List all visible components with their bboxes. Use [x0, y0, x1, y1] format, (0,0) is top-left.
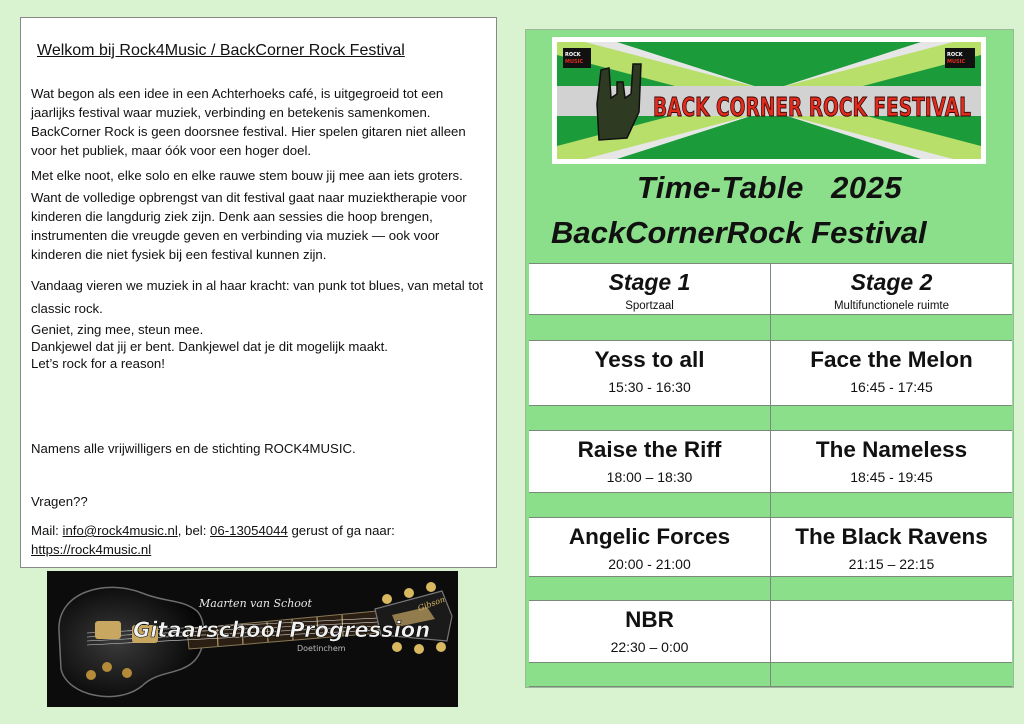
festival-banner-art	[557, 42, 981, 159]
letter-paragraph-proceeds: Want de volledige opbrengst van dit festival gaat naar muziektherapie voor kinderen die langdurig ziek zijn. Denk aan sessies die hoop brengen, instrumenten die vreugde geven en verbinding via muziek — ook voor kinderen die niet fysiek bij een festival kunnen zijn.	[31, 190, 467, 262]
guitar-brand: Gibson	[416, 594, 447, 613]
letter-paragraph-note: Met elke noot, elke solo en elke rauwe stem bouw jij mee aan iets groters.	[31, 168, 463, 183]
svg-text:ROCK: ROCK	[947, 52, 963, 58]
guitar-school-script: Maarten van Schoot	[199, 597, 312, 610]
stage-room: Multifunctionele ruimte	[833, 300, 950, 312]
guitar-image	[47, 571, 458, 707]
band-name: The Black Ravens	[795, 524, 988, 549]
phone-link[interactable]: 06-13054044	[210, 523, 288, 538]
website-link[interactable]: https://rock4music.nl	[31, 542, 152, 557]
band-name: Face the Melon	[810, 347, 973, 372]
timeslot-cell	[771, 431, 1012, 492]
stage-room: Sportzaal	[625, 300, 674, 312]
timeslot-row	[529, 601, 1012, 663]
letter-paragraph-intro: Wat begon als een idee in een Achterhoeks café, is uitgegroeid tot een jaarlijks festival waar muziek, verbinding en betekenis samenkomen. BackCorner Rock is geen doorsnee festival. Hier spelen gitaren niet alleen voor het publiek, maar óók voor een hoger doel.	[31, 86, 466, 158]
letter-line-signature: Namens alle vrijwilligers en de stichting ROCK4MUSIC.	[31, 441, 356, 456]
slot-time: 15:30 - 16:30	[608, 379, 691, 395]
letter-line-thanks: Dankjewel dat jij er bent. Dankjewel dat je dit mogelijk maakt.	[31, 339, 388, 354]
timetable-poster	[525, 29, 1014, 688]
phone-label: , bel:	[177, 523, 211, 538]
letter-line-questions: Vragen??	[31, 494, 88, 509]
spacer-row	[529, 315, 1012, 341]
letter-line-enjoy: Geniet, zing mee, steun mee.	[31, 322, 204, 337]
timeslot-cell	[529, 518, 771, 576]
timeslot-cell	[529, 601, 771, 662]
spacer-row	[529, 493, 1012, 518]
timetable-grid	[529, 263, 1012, 687]
timeslot-cell	[771, 518, 1012, 576]
slot-time	[771, 607, 1012, 613]
spacer-row	[529, 663, 1012, 687]
slot-time: 18:45 - 19:45	[850, 469, 933, 485]
band-name: NBR	[625, 607, 674, 632]
letter-contact	[31, 521, 486, 559]
stage-1-header	[529, 264, 771, 314]
svg-text:MUSIC: MUSIC	[947, 59, 966, 65]
guitar-school-name: Gitaarschool Progression	[133, 618, 431, 642]
timetable-subtitle: BackCornerRock Festival	[551, 215, 927, 250]
stage-name: Stage 2	[850, 269, 933, 295]
guitar-school-place: Doetinchem	[297, 644, 346, 653]
timeslot-cell	[771, 341, 1012, 405]
mail-label: Mail:	[31, 523, 63, 538]
slot-time: 22:30 – 0:00	[610, 639, 689, 655]
email-link[interactable]: info@rock4music.nl	[62, 523, 178, 538]
timeslot-row	[529, 431, 1012, 493]
letter-paragraph-celebrate: Vandaag vieren we muziek in al haar kracht: van punk tot blues, van metal tot classic rock.	[31, 278, 484, 316]
guitar-school-banner	[47, 571, 458, 707]
slot-time: 18:00 – 18:30	[606, 469, 693, 485]
timeslot-row	[529, 341, 1012, 406]
welcome-letter	[20, 17, 497, 568]
spacer-row	[529, 406, 1012, 431]
slot-time: 20:00 - 21:00	[608, 556, 691, 572]
stage-2-header	[771, 264, 1012, 314]
stage-header-row	[529, 264, 1012, 315]
letter-line-rock: Let’s rock for a reason!	[31, 356, 165, 371]
slot-time: 16:45 - 17:45	[850, 379, 933, 395]
timetable-title: Time-Table 2025	[636, 170, 903, 205]
timeslot-cell-empty	[771, 601, 1012, 662]
band-name: The Nameless	[815, 437, 968, 462]
letter-title: Welkom bij Rock4Music / BackCorner Rock Festival	[37, 42, 405, 59]
slot-time: 21:15 – 22:15	[848, 556, 935, 572]
festival-banner-title: BACK CORNER ROCK FESTIVAL	[653, 93, 971, 123]
stage-name: Stage 1	[608, 269, 691, 295]
band-name: Yess to all	[594, 347, 705, 372]
contact-mid-text: gerust of ga naar:	[287, 523, 395, 538]
svg-text:ROCK: ROCK	[565, 52, 581, 58]
festival-banner	[552, 37, 986, 164]
band-name: Raise the Riff	[577, 437, 722, 462]
band-name: Angelic Forces	[568, 524, 731, 549]
svg-text:MUSIC: MUSIC	[565, 59, 584, 65]
timeslot-row	[529, 518, 1012, 577]
timeslot-cell	[529, 341, 771, 405]
spacer-row	[529, 577, 1012, 601]
timeslot-cell	[529, 431, 771, 492]
